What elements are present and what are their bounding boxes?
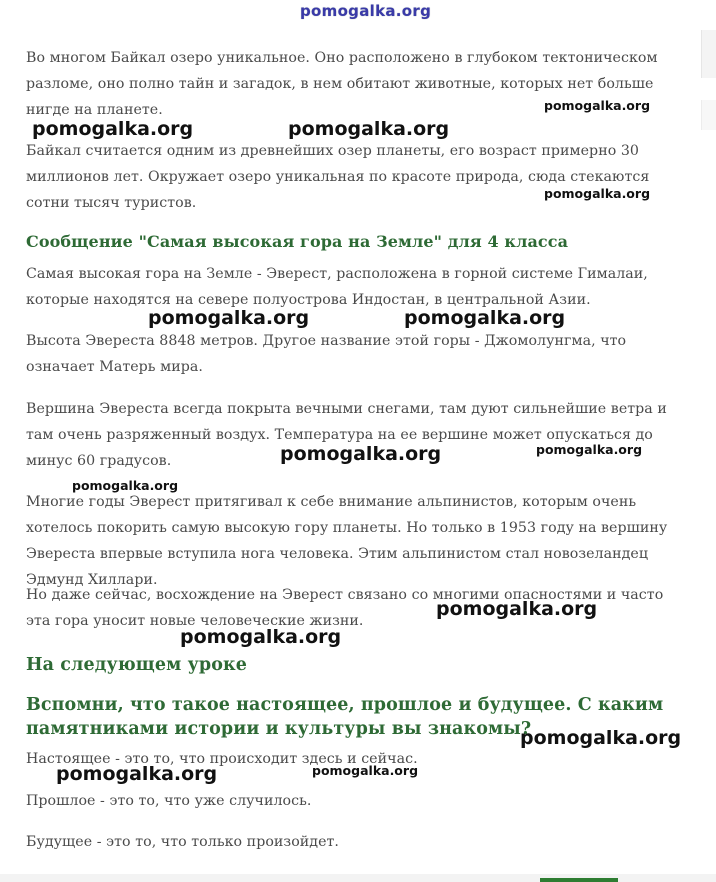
paragraph-baikal-age: Байкал считается одним из древнейших озер планеты, его возраст примерно 30 миллионов лет. Окружает озеро уникальная по красоте природа, сюда стекаются сотни тысяч туристов. <box>26 143 650 211</box>
watermark-4: pomogalka.org <box>544 186 651 201</box>
heading-remember-question: Вспомни, что такое настоящее, прошлое и будущее. С каким памятниками истории и культуры вы знакомы? <box>26 695 664 739</box>
watermark-14: pomogalka.org <box>312 763 419 778</box>
paragraph-future: Будущее - это то, что только произойдет. <box>26 834 339 850</box>
watermark-6: pomogalka.org <box>404 307 566 329</box>
paragraph-past: Прошлое - это то, что уже случилось. <box>26 793 312 809</box>
paragraph-everest-summit: Вершина Эвереста всегда покрыта вечными снегами, там дуют сильнейшие ветра и там очень разряженный воздух. Температура на ее вершине может опускаться до минус 60 градусов. <box>26 401 667 469</box>
watermark-7: pomogalka.org <box>280 443 442 465</box>
paragraph-everest-location: Самая высокая гора на Земле - Эверест, расположена в горной системе Гималаи, которые находятся на севере полуострова Индостан, в центральной Азии. <box>26 266 648 308</box>
heading-next-lesson: На следующем уроке <box>26 655 247 675</box>
watermark-top: pomogalka.org <box>300 2 432 20</box>
watermark-3: pomogalka.org <box>544 98 651 113</box>
paragraph-everest-climbers: Многие годы Эверест притягивал к себе внимание альпинистов, которым очень хотелось покорить самую высокую гору планеты. Но только в 1953 году на вершину Эвереста впервые вступила нога человека. Этим альпинистом стал новозеландец Эдмунд Хиллари. <box>26 494 668 588</box>
paragraph-present: Настоящее - это то, что происходит здесь и сейчас. <box>26 751 418 767</box>
page-edge-strip-lower <box>701 100 716 130</box>
watermark-10: pomogalka.org <box>436 598 598 620</box>
paragraph-everest-danger: Но даже сейчас, восхождение на Эверест связано со многими опасностями и часто эта гора уносит новые человеческие жизни. <box>26 587 664 629</box>
watermark-5: pomogalka.org <box>148 307 310 329</box>
watermark-1: pomogalka.org <box>32 118 194 140</box>
page-edge-strip <box>701 30 716 78</box>
watermark-11: pomogalka.org <box>180 626 342 648</box>
paragraph-everest-height: Высота Эвереста 8848 метров. Другое название этой горы - Джомолунгма, что означает Матерь мира. <box>26 333 627 375</box>
watermark-2: pomogalka.org <box>288 118 450 140</box>
watermark-13: pomogalka.org <box>56 763 218 785</box>
heading-everest-report: Сообщение "Самая высокая гора на Земле" для 4 класса <box>26 232 569 251</box>
watermark-8: pomogalka.org <box>536 442 643 457</box>
watermark-9: pomogalka.org <box>72 478 179 493</box>
watermark-12: pomogalka.org <box>520 727 682 749</box>
bottom-accent-bar <box>540 878 618 882</box>
paragraph-baikal-unique: Во многом Байкал озеро уникальное. Оно расположено в глубоком тектоническом разломе, оно полно тайн и загадок, в нем обитают животные, которых нет больше нигде на планете. <box>26 50 658 118</box>
